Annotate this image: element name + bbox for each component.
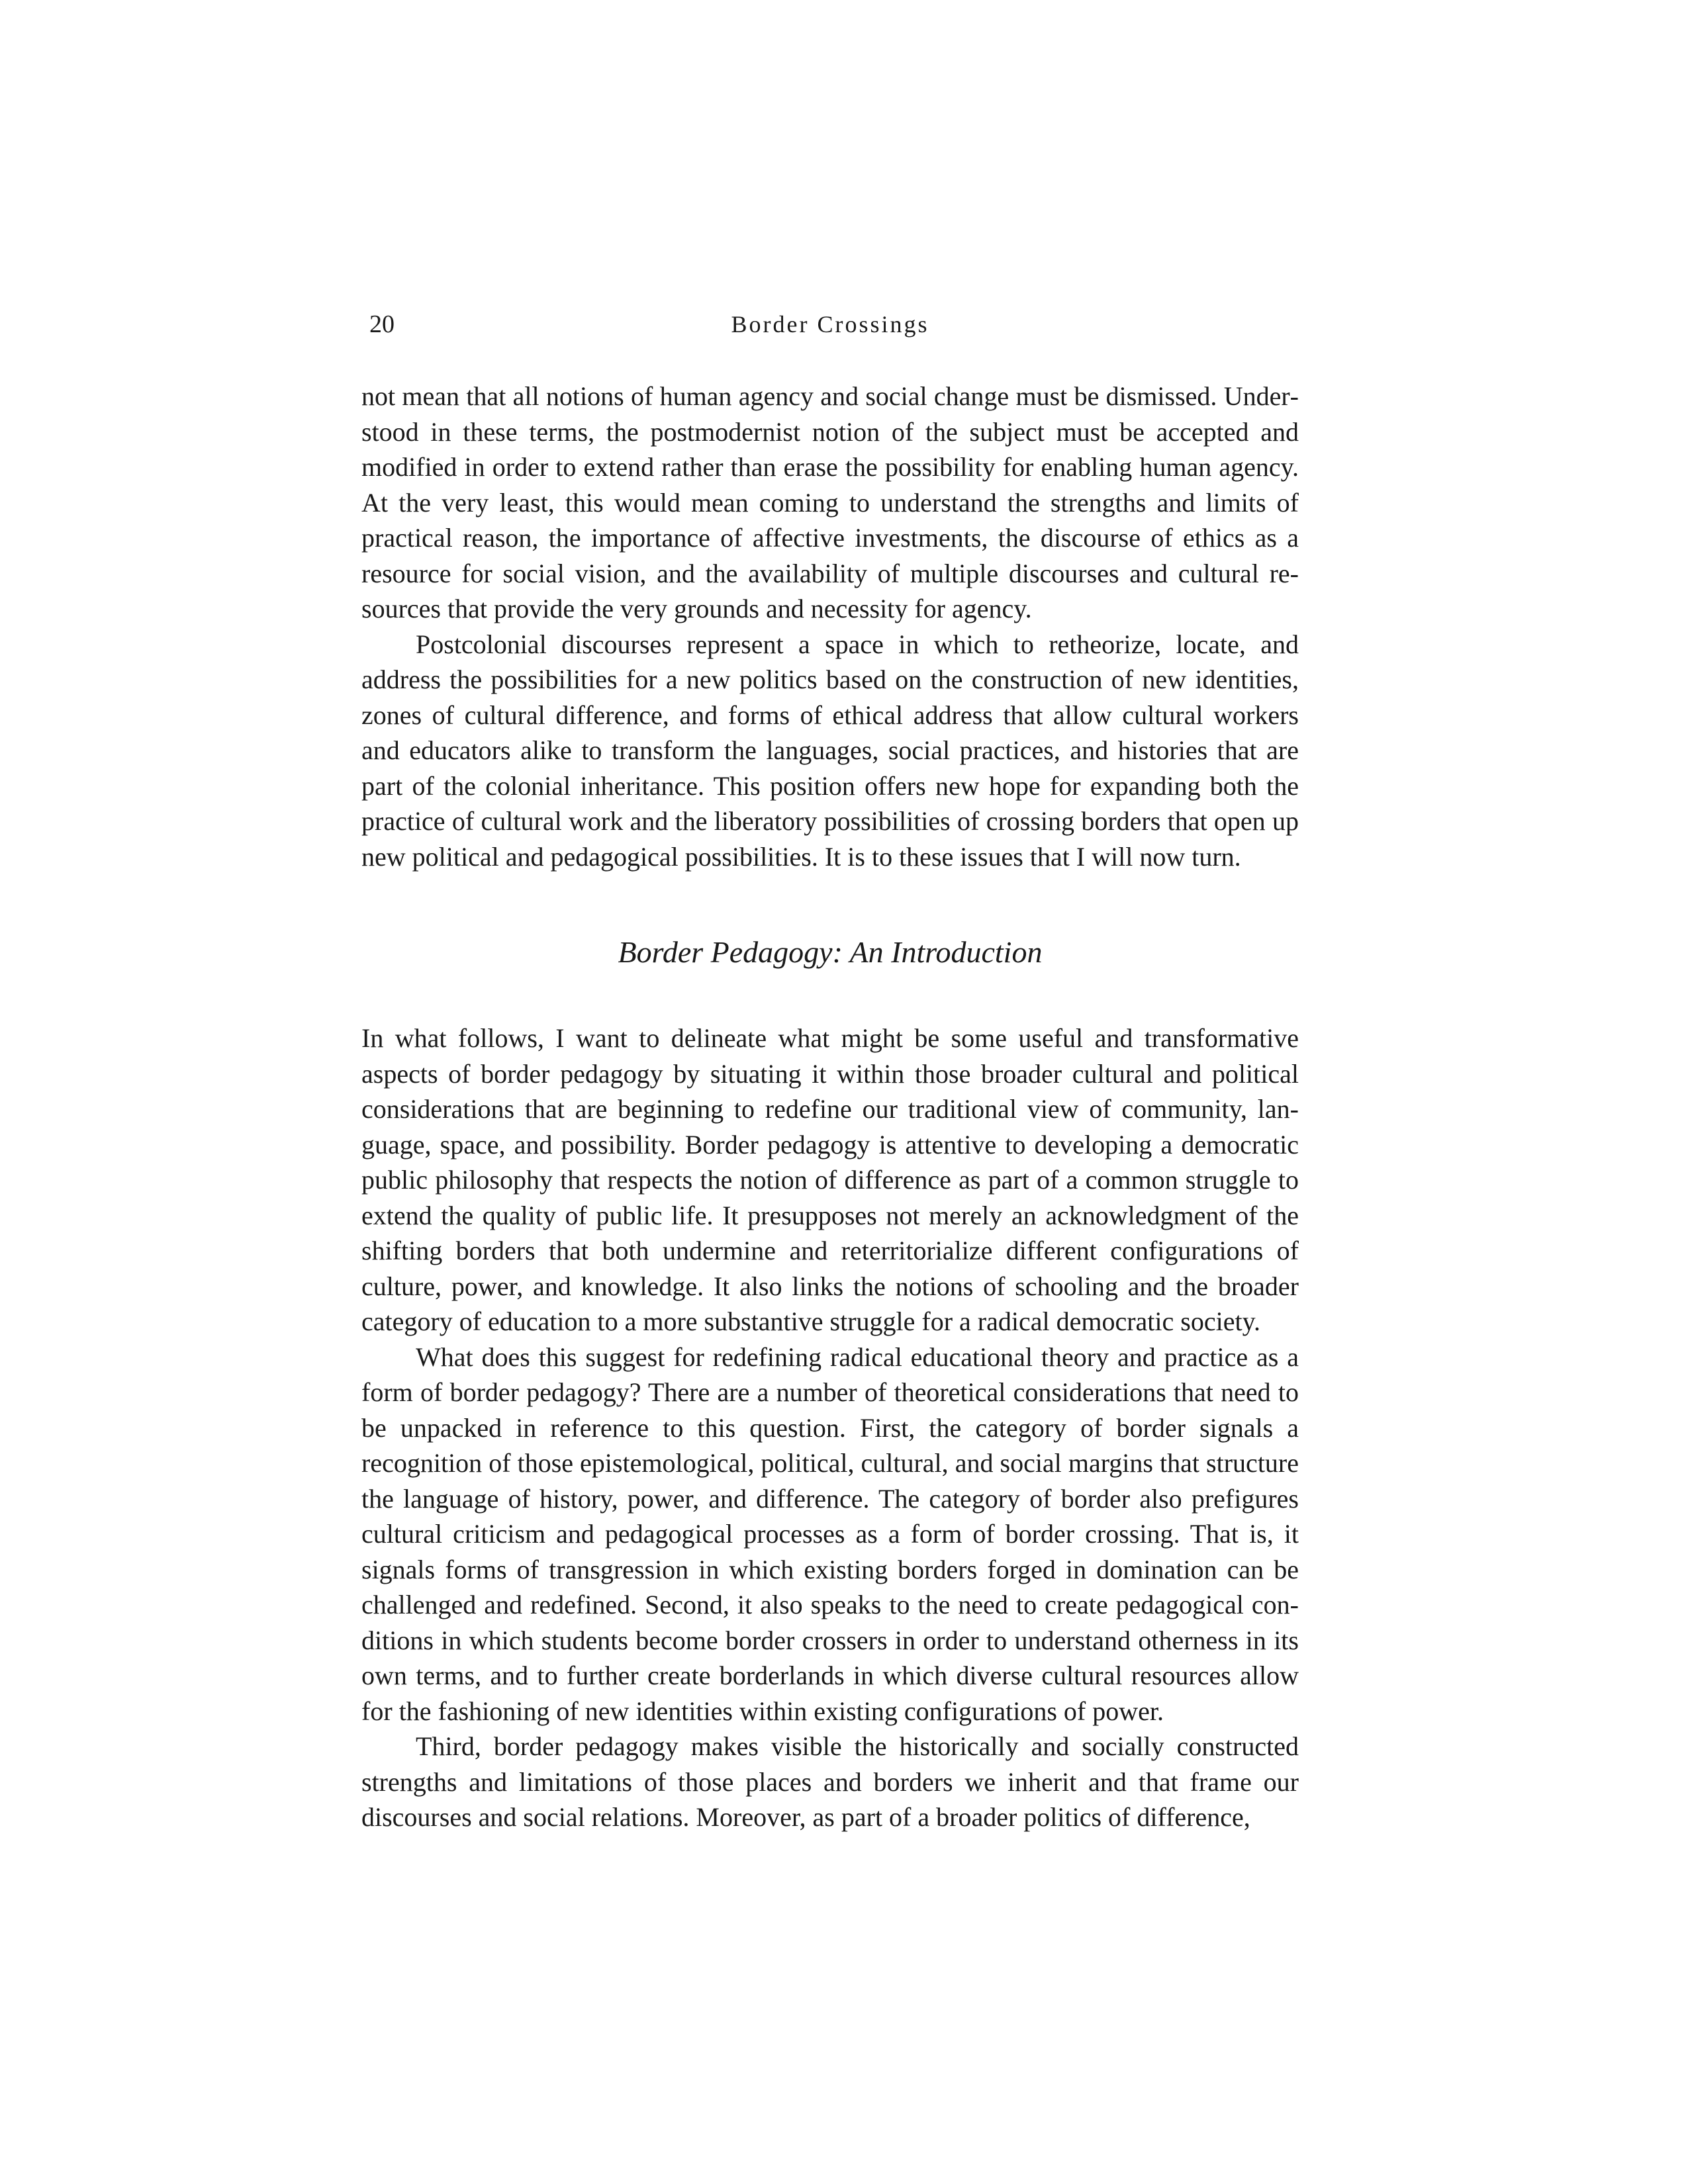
paragraph: not mean that all notions of human agency and social change must be dismissed. Understood in these terms, the postmodernist notion of the subject must be accepted and modified in order to extend rather than erase the possibility for enabling human agency. At the very least, this would mean coming to understand the strengths and limits of practical reason, the importance of affective investments, the discourse of ethics as a resource for social vision, and the availability of multiple discourses and cultural resources that provide the very grounds and necessity for agency.	[361, 381, 1299, 623]
paragraph: Third, border pedagogy makes visible the historically and socially constructed strengths and limitations of those places and borders we inherit and that frame our discourses and social relations. Moreover, as part of a broader politics of difference,	[361, 1731, 1299, 1832]
body-text-section-2	[361, 1021, 1299, 1835]
page-number: 20	[369, 310, 395, 338]
body-text-section-1	[361, 379, 1299, 874]
running-head	[361, 306, 1299, 343]
paragraph: In what follows, I want to delineate what might be some useful and transformative aspects of border pedagogy by situating it within those broader cultural and political considerations that are beginning to redefine our traditional view of community, language, space, and possibility. Border pedagogy is attentive to developing a democratic public philosophy that respects the notion of difference as part of a common struggle to extend the quality of public life. It presupposes not merely an acknowledgment of the shifting borders that both undermine and reterritorialize different configurations of culture, power, and knowledge. It also links the notions of schooling and the broader category of education to a more substantive struggle for a radical democratic society.	[361, 1023, 1299, 1336]
section-heading: Border Pedagogy: An Introduction	[618, 935, 1043, 969]
paragraph: Postcolonial discourses represent a space in which to retheorize, locate, and address the possibilities for a new politics based on the construction of new identities, zones of cultural difference, and forms of ethical address that allow cultural workers and educators alike to transform the languages, social practices, and histories that are part of the colonial inheritance. This position offers new hope for expanding both the practice of cultural work and the liberatory possibilities of crossing borders that open up new political and pedagogical possibilities. It is to these issues that I will now turn.	[361, 629, 1299, 872]
paragraph: What does this suggest for redefining radical educational theory and practice as a form of border pedagogy? There are a number of theoretical considerations that need to be unpacked in reference to this question. First, the category of border signals a recognition of those epistemological, political, cultural, and social margins that structure the language of history, power, and difference. The category of border also prefigures cultural criticism and pedagogical processes as a form of border crossing. That is, it signals forms of transgression in which existing borders forged in domination can be challenged and redefined. Second, it also speaks to the need to create pedagogical conditions in which students become border crossers in order to understand otherness in its own terms, and to further create borderlands in which diverse cultural resources allow for the fashioning of new identities within existing configurations of power.	[361, 1342, 1299, 1726]
running-title: Border Crossings	[731, 311, 929, 338]
